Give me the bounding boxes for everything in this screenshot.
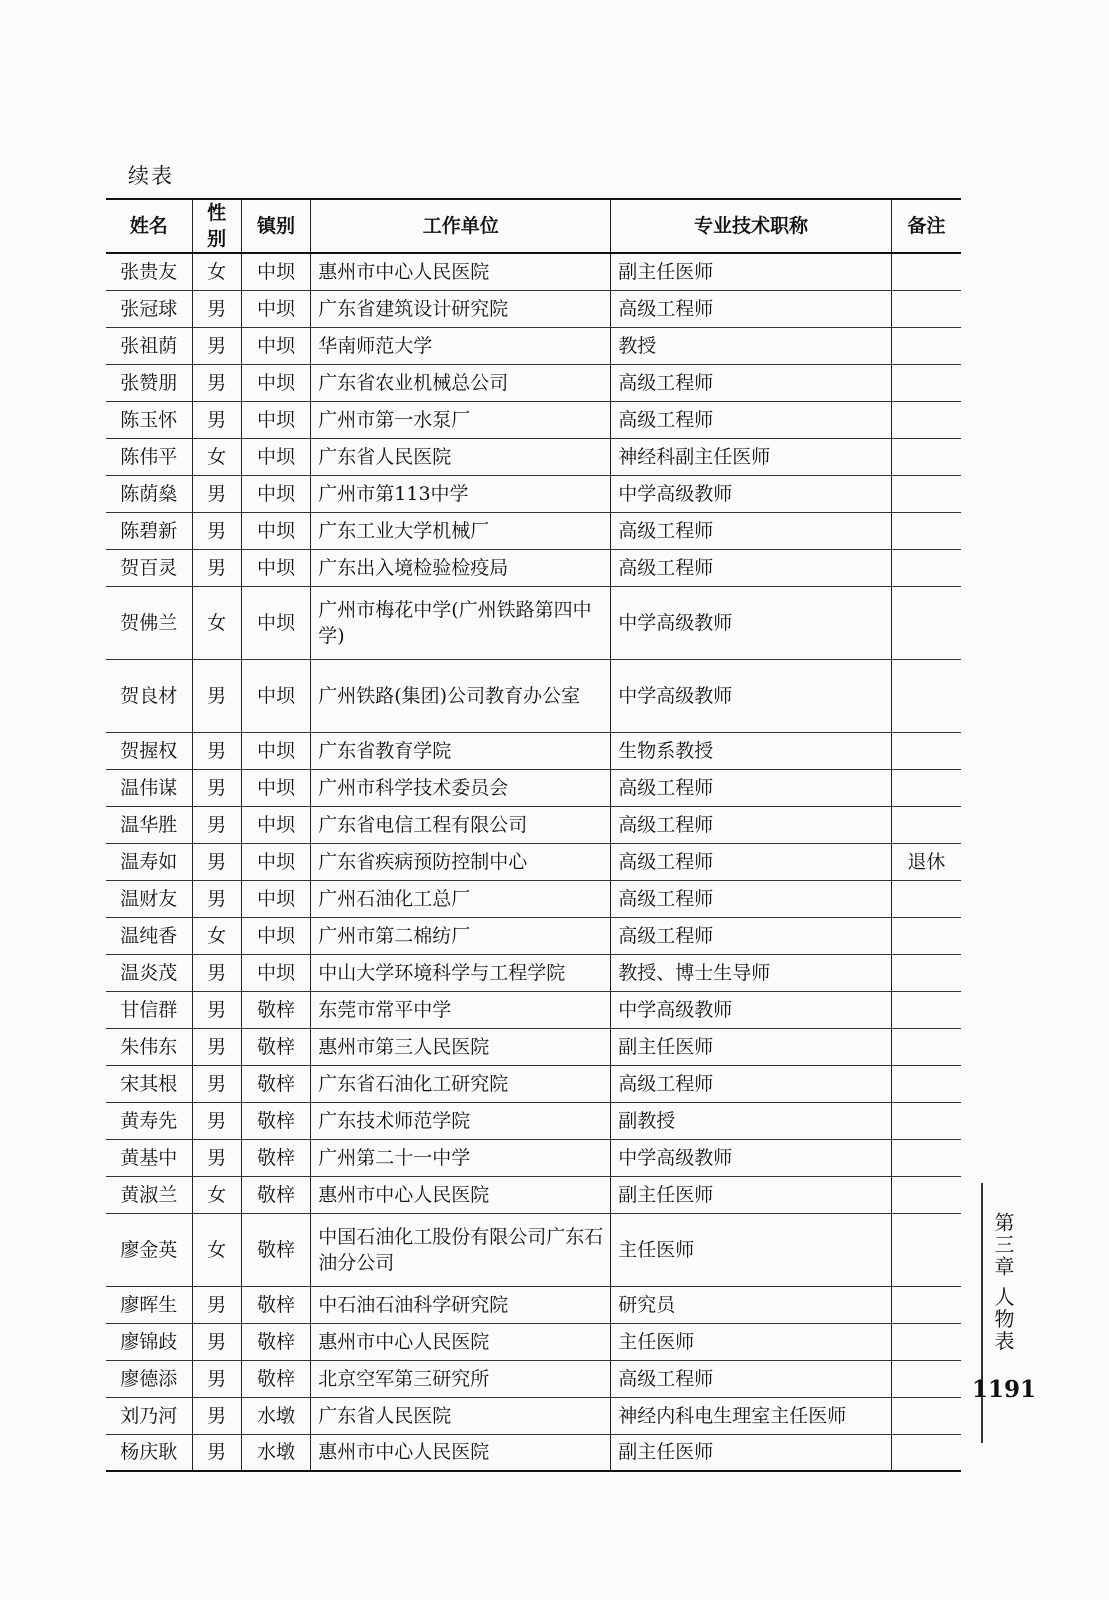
title-cell: 神经科副主任医师 (611, 438, 892, 475)
town-cell: 中坝 (241, 364, 311, 401)
name-cell: 张冠球 (106, 290, 192, 327)
notes-cell (891, 475, 961, 512)
town-cell: 中坝 (241, 769, 311, 806)
name-cell: 黄寿先 (106, 1102, 192, 1139)
notes-cell (891, 1139, 961, 1176)
title-cell: 主任医师 (611, 1323, 892, 1360)
title-cell: 高级工程师 (611, 401, 892, 438)
table-body (106, 253, 961, 1471)
header-gender: 性别 (192, 199, 241, 253)
title-cell: 副主任医师 (611, 1434, 892, 1471)
title-cell: 中学高级教师 (611, 991, 892, 1028)
town-cell: 中坝 (241, 549, 311, 586)
notes-cell (891, 1286, 961, 1323)
notes-cell (891, 438, 961, 475)
title-cell: 教授、博士生导师 (611, 954, 892, 991)
title-cell: 主任医师 (611, 1213, 892, 1286)
title-cell: 高级工程师 (611, 1360, 892, 1397)
workplace-cell: 广东省人民医院 (311, 1397, 611, 1434)
title-cell: 高级工程师 (611, 806, 892, 843)
table-row (106, 1397, 961, 1434)
town-cell: 中坝 (241, 253, 311, 290)
town-cell: 水墩 (241, 1434, 311, 1471)
gender-cell: 女 (192, 253, 241, 290)
name-cell: 廖晖生 (106, 1286, 192, 1323)
town-cell: 敬梓 (241, 991, 311, 1028)
name-cell: 温财友 (106, 880, 192, 917)
workplace-cell: 广东技术师范学院 (311, 1102, 611, 1139)
table-row (106, 1286, 961, 1323)
title-cell: 中学高级教师 (611, 586, 892, 659)
town-cell: 中坝 (241, 475, 311, 512)
notes-cell (891, 327, 961, 364)
workplace-cell: 惠州市中心人民医院 (311, 253, 611, 290)
gender-cell: 男 (192, 512, 241, 549)
town-cell: 敬梓 (241, 1213, 311, 1286)
gender-cell: 男 (192, 1028, 241, 1065)
gender-cell: 男 (192, 475, 241, 512)
gender-cell: 男 (192, 806, 241, 843)
name-cell: 宋其根 (106, 1065, 192, 1102)
header-title: 专业技术职称 (611, 199, 892, 253)
name-cell: 朱伟东 (106, 1028, 192, 1065)
table-row (106, 954, 961, 991)
town-cell: 敬梓 (241, 1139, 311, 1176)
workplace-cell: 广东省人民医院 (311, 438, 611, 475)
town-cell: 敬梓 (241, 1065, 311, 1102)
name-cell: 张祖荫 (106, 327, 192, 364)
notes-cell (891, 1065, 961, 1102)
notes-cell (891, 806, 961, 843)
title-cell: 高级工程师 (611, 512, 892, 549)
table-row (106, 1065, 961, 1102)
town-cell: 中坝 (241, 659, 311, 732)
gender-cell: 男 (192, 954, 241, 991)
gender-cell: 女 (192, 917, 241, 954)
workplace-cell: 广州市第一水泵厂 (311, 401, 611, 438)
title-cell: 教授 (611, 327, 892, 364)
notes-cell (891, 549, 961, 586)
gender-cell: 男 (192, 1286, 241, 1323)
name-cell: 张赞朋 (106, 364, 192, 401)
chapter-label: 第三章 人物表 (991, 1212, 1015, 1353)
town-cell: 中坝 (241, 327, 311, 364)
workplace-cell: 广东省电信工程有限公司 (311, 806, 611, 843)
name-cell: 陈碧新 (106, 512, 192, 549)
workplace-cell: 广东省石油化工研究院 (311, 1065, 611, 1102)
gender-cell: 男 (192, 880, 241, 917)
name-cell: 贺百灵 (106, 549, 192, 586)
gender-cell: 男 (192, 843, 241, 880)
table-row (106, 253, 961, 290)
name-cell: 贺佛兰 (106, 586, 192, 659)
name-cell: 廖金英 (106, 1213, 192, 1286)
gender-cell: 男 (192, 1323, 241, 1360)
table-row (106, 1213, 961, 1286)
notes-cell (891, 1213, 961, 1286)
gender-cell: 女 (192, 1176, 241, 1213)
workplace-cell: 广州第二十一中学 (311, 1139, 611, 1176)
town-cell: 敬梓 (241, 1028, 311, 1065)
gender-cell: 男 (192, 401, 241, 438)
town-cell: 敬梓 (241, 1176, 311, 1213)
table-row (106, 475, 961, 512)
notes-cell (891, 954, 961, 991)
personnel-table (106, 198, 961, 1472)
name-cell: 贺握权 (106, 732, 192, 769)
town-cell: 中坝 (241, 586, 311, 659)
notes-cell (891, 1434, 961, 1471)
workplace-cell: 广州石油化工总厂 (311, 880, 611, 917)
gender-cell: 男 (192, 1397, 241, 1434)
table-header-row (106, 199, 961, 253)
title-cell: 副主任医师 (611, 253, 892, 290)
header-town: 镇别 (241, 199, 311, 253)
title-cell: 中学高级教师 (611, 475, 892, 512)
gender-cell: 男 (192, 991, 241, 1028)
gender-cell: 女 (192, 586, 241, 659)
table-row (106, 1176, 961, 1213)
workplace-cell: 中国石油化工股份有限公司广东石油分公司 (311, 1213, 611, 1286)
town-cell: 中坝 (241, 732, 311, 769)
town-cell: 敬梓 (241, 1102, 311, 1139)
name-cell: 温炎茂 (106, 954, 192, 991)
gender-cell: 男 (192, 1434, 241, 1471)
gender-cell: 男 (192, 327, 241, 364)
notes-cell: 退休 (891, 843, 961, 880)
name-cell: 贺良材 (106, 659, 192, 732)
gender-cell: 男 (192, 732, 241, 769)
workplace-cell: 东莞市常平中学 (311, 991, 611, 1028)
page-number: 1191 (972, 1376, 1037, 1403)
town-cell: 中坝 (241, 438, 311, 475)
town-cell: 敬梓 (241, 1286, 311, 1323)
town-cell: 水墩 (241, 1397, 311, 1434)
table-row (106, 364, 961, 401)
workplace-cell: 广东出入境检验检疫局 (311, 549, 611, 586)
workplace-cell: 广州市第113中学 (311, 475, 611, 512)
notes-cell (891, 1323, 961, 1360)
table-row (106, 843, 961, 880)
town-cell: 敬梓 (241, 1323, 311, 1360)
name-cell: 陈伟平 (106, 438, 192, 475)
title-cell: 副主任医师 (611, 1176, 892, 1213)
notes-cell (891, 1360, 961, 1397)
table-row (106, 732, 961, 769)
notes-cell (891, 1397, 961, 1434)
notes-cell (891, 659, 961, 732)
workplace-cell: 广东省教育学院 (311, 732, 611, 769)
workplace-cell: 中石油石油科学研究院 (311, 1286, 611, 1323)
header-notes: 备注 (891, 199, 961, 253)
workplace-cell: 惠州市中心人民医院 (311, 1434, 611, 1471)
gender-cell: 男 (192, 1102, 241, 1139)
title-cell: 高级工程师 (611, 290, 892, 327)
gender-cell: 男 (192, 1065, 241, 1102)
name-cell: 廖锦歧 (106, 1323, 192, 1360)
notes-cell (891, 1028, 961, 1065)
notes-cell (891, 1176, 961, 1213)
name-cell: 刘乃河 (106, 1397, 192, 1434)
table-row (106, 806, 961, 843)
notes-cell (891, 401, 961, 438)
workplace-cell: 广州市第二棉纺厂 (311, 917, 611, 954)
town-cell: 中坝 (241, 290, 311, 327)
workplace-cell: 中山大学环境科学与工程学院 (311, 954, 611, 991)
header-name: 姓名 (106, 199, 192, 253)
table-row (106, 917, 961, 954)
name-cell: 温寿如 (106, 843, 192, 880)
side-rule (981, 1183, 983, 1443)
table-row (106, 327, 961, 364)
town-cell: 中坝 (241, 806, 311, 843)
table-row (106, 991, 961, 1028)
title-cell: 高级工程师 (611, 843, 892, 880)
gender-cell: 男 (192, 659, 241, 732)
table-row (106, 438, 961, 475)
title-cell: 高级工程师 (611, 917, 892, 954)
table-row (106, 659, 961, 732)
title-cell: 中学高级教师 (611, 659, 892, 732)
title-cell: 高级工程师 (611, 880, 892, 917)
title-cell: 中学高级教师 (611, 1139, 892, 1176)
title-cell: 高级工程师 (611, 364, 892, 401)
table-row (106, 1360, 961, 1397)
table-row (106, 1323, 961, 1360)
workplace-cell: 广州市梅花中学(广州铁路第四中学) (311, 586, 611, 659)
header-workplace: 工作单位 (311, 199, 611, 253)
name-cell: 陈荫燊 (106, 475, 192, 512)
town-cell: 敬梓 (241, 1360, 311, 1397)
name-cell: 黄淑兰 (106, 1176, 192, 1213)
name-cell: 杨庆耿 (106, 1434, 192, 1471)
notes-cell (891, 512, 961, 549)
notes-cell (891, 364, 961, 401)
gender-cell: 男 (192, 549, 241, 586)
table-row (106, 1028, 961, 1065)
notes-cell (891, 253, 961, 290)
table-row (106, 401, 961, 438)
notes-cell (891, 290, 961, 327)
gender-cell: 女 (192, 1213, 241, 1286)
town-cell: 中坝 (241, 954, 311, 991)
workplace-cell: 广东省疾病预防控制中心 (311, 843, 611, 880)
gender-cell: 男 (192, 769, 241, 806)
gender-cell: 男 (192, 290, 241, 327)
table-row (106, 290, 961, 327)
workplace-cell: 广州市科学技术委员会 (311, 769, 611, 806)
notes-cell (891, 880, 961, 917)
workplace-cell: 广州铁路(集团)公司教育办公室 (311, 659, 611, 732)
table-row (106, 549, 961, 586)
table-row (106, 586, 961, 659)
title-cell: 生物系教授 (611, 732, 892, 769)
table-row (106, 880, 961, 917)
title-cell: 神经内科电生理室主任医师 (611, 1397, 892, 1434)
gender-cell: 男 (192, 1360, 241, 1397)
town-cell: 中坝 (241, 917, 311, 954)
title-cell: 高级工程师 (611, 1065, 892, 1102)
table-row (106, 1434, 961, 1471)
name-cell: 陈玉怀 (106, 401, 192, 438)
notes-cell (891, 732, 961, 769)
title-cell: 高级工程师 (611, 549, 892, 586)
name-cell: 温纯香 (106, 917, 192, 954)
title-cell: 高级工程师 (611, 769, 892, 806)
title-cell: 研究员 (611, 1286, 892, 1323)
name-cell: 温华胜 (106, 806, 192, 843)
title-cell: 副主任医师 (611, 1028, 892, 1065)
name-cell: 张贵友 (106, 253, 192, 290)
table-row (106, 1139, 961, 1176)
notes-cell (891, 917, 961, 954)
workplace-cell: 华南师范大学 (311, 327, 611, 364)
name-cell: 廖德添 (106, 1360, 192, 1397)
town-cell: 中坝 (241, 880, 311, 917)
notes-cell (891, 991, 961, 1028)
gender-cell: 男 (192, 364, 241, 401)
workplace-cell: 广东工业大学机械厂 (311, 512, 611, 549)
workplace-cell: 惠州市中心人民医院 (311, 1176, 611, 1213)
gender-cell: 男 (192, 1139, 241, 1176)
gender-cell: 女 (192, 438, 241, 475)
table-row (106, 769, 961, 806)
workplace-cell: 广东省农业机械总公司 (311, 364, 611, 401)
title-cell: 副教授 (611, 1102, 892, 1139)
name-cell: 黄基中 (106, 1139, 192, 1176)
workplace-cell: 广东省建筑设计研究院 (311, 290, 611, 327)
town-cell: 中坝 (241, 512, 311, 549)
notes-cell (891, 586, 961, 659)
town-cell: 中坝 (241, 843, 311, 880)
table-row (106, 512, 961, 549)
name-cell: 温伟谋 (106, 769, 192, 806)
notes-cell (891, 1102, 961, 1139)
town-cell: 中坝 (241, 401, 311, 438)
name-cell: 甘信群 (106, 991, 192, 1028)
table-row (106, 1102, 961, 1139)
notes-cell (891, 769, 961, 806)
table-caption: 续表 (128, 164, 174, 188)
workplace-cell: 惠州市中心人民医院 (311, 1323, 611, 1360)
workplace-cell: 惠州市第三人民医院 (311, 1028, 611, 1065)
workplace-cell: 北京空军第三研究所 (311, 1360, 611, 1397)
